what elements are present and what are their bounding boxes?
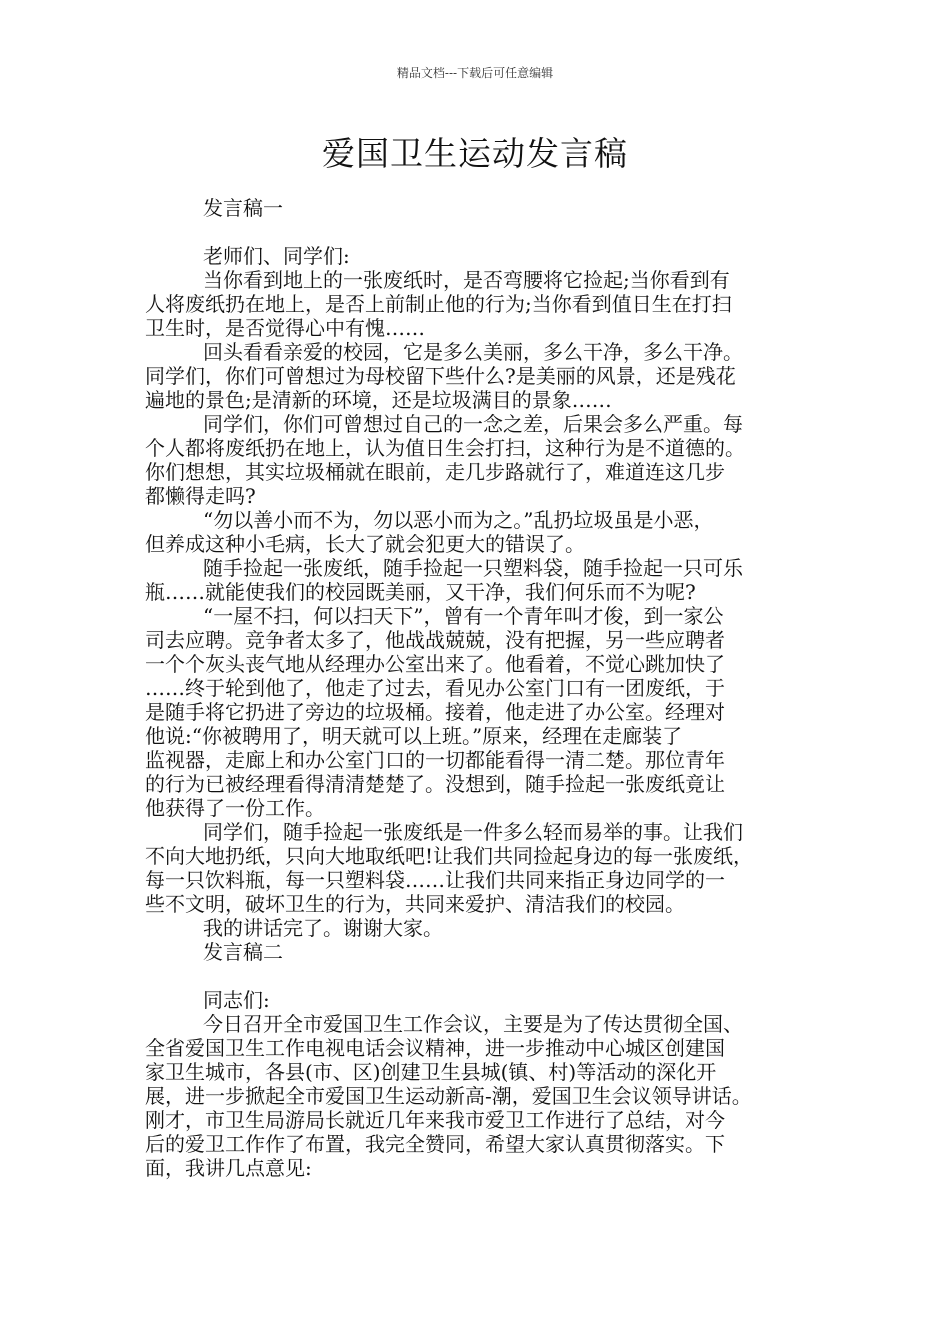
text-line: 全省爱国卫生工作电视电话会议精神，进一步推动中心城区创建国 bbox=[145, 1036, 725, 1060]
text-line: 发言稿二 bbox=[203, 940, 283, 964]
text-line: 随手捡起一张废纸，随手捡起一只塑料袋，随手捡起一只可乐 bbox=[203, 556, 743, 580]
text-line: 你们想想，其实垃圾桶就在眼前，走几步路就行了，难道连这几步 bbox=[145, 460, 725, 484]
text-line: 今日召开全市爱国卫生工作会议，主要是为了传达贯彻全国、 bbox=[203, 1012, 743, 1036]
text-line: “一屋不扫，何以扫天下”，曾有一个青年叫才俊，到一家公 bbox=[203, 604, 724, 628]
text-line: 当你看到地上的一张废纸时，是否弯腰将它捡起;当你看到有 bbox=[203, 268, 730, 292]
text-line: 我的讲话完了。谢谢大家。 bbox=[203, 916, 443, 940]
page-header: 精品文档---下载后可任意编辑 bbox=[396, 66, 554, 80]
text-line: 些不文明，破坏卫生的行为，共同来爱护、清洁我们的校园。 bbox=[145, 892, 685, 916]
text-line: 后的爱卫工作作了布置，我完全赞同，希望大家认真贯彻落实。下 bbox=[145, 1132, 725, 1156]
text-line: ……终于轮到他了，他走了过去，看见办公室门口有一团废纸，于 bbox=[145, 676, 725, 700]
blank-line bbox=[145, 220, 805, 244]
text-line: 同志们: bbox=[203, 988, 270, 1012]
text-line: 展，进一步掀起全市爱国卫生运动新高-潮，爱国卫生会议领导讲话。 bbox=[145, 1084, 752, 1108]
text-line: 老师们、同学们: bbox=[203, 244, 350, 268]
text-line: 家卫生城市，各县(市、区)创建卫生县城(镇、村)等活动的深化开 bbox=[145, 1060, 717, 1084]
text-line: 一个个灰头丧气地从经理办公室出来了。他看着，不觉心跳加快了 bbox=[145, 652, 725, 676]
text-line: 都懒得走吗? bbox=[145, 484, 256, 508]
text-line: 他说:“你被聘用了，明天就可以上班。”原来，经理在走廊装了 bbox=[145, 724, 683, 748]
text-line: 同学们，随手捡起一张废纸是一件多么轻而易举的事。让我们 bbox=[203, 820, 743, 844]
text-line: 遍地的景色;是清新的环境，还是垃圾满目的景象…… bbox=[145, 388, 612, 412]
text-line: 不向大地扔纸，只向大地取纸吧!让我们共同捡起身边的每一张废纸， bbox=[145, 844, 754, 868]
text-line: 是随手将它扔进了旁边的垃圾桶。接着，他走进了办公室。经理对 bbox=[145, 700, 725, 724]
text-line: 司去应聘。竞争者太多了，他战战兢兢，没有把握，另一些应聘者 bbox=[145, 628, 725, 652]
text-line: 但养成这种小毛病，长大了就会犯更大的错误了。 bbox=[145, 532, 585, 556]
text-line: 卫生时，是否觉得心中有愧…… bbox=[145, 316, 425, 340]
document-body bbox=[145, 196, 805, 1180]
text-line: 监视器，走廊上和办公室门口的一切都能看得一清二楚。那位青年 bbox=[145, 748, 725, 772]
text-line: 同学们，你们可曾想过为母校留下些什么?是美丽的风景，还是残花 bbox=[145, 364, 736, 388]
text-line: 人将废纸扔在地上，是否上前制止他的行为;当你看到值日生在打扫 bbox=[145, 292, 732, 316]
text-line: 每一只饮料瓶，每一只塑料袋……让我们共同来指正身边同学的一 bbox=[145, 868, 725, 892]
text-line: “勿以善小而不为，勿以恶小而为之。”乱扔垃圾虽是小恶， bbox=[203, 508, 714, 532]
text-line: 个人都将废纸扔在地上，认为值日生会打扫，这种行为是不道德的。 bbox=[145, 436, 745, 460]
document-title: 爱国卫生运动发言稿 bbox=[322, 134, 628, 173]
text-line: 发言稿一 bbox=[203, 196, 283, 220]
text-line: 同学们，你们可曾想过自己的一念之差，后果会多么严重。每 bbox=[203, 412, 743, 436]
text-line: 面，我讲几点意见: bbox=[145, 1156, 312, 1180]
text-line: 他获得了一份工作。 bbox=[145, 796, 325, 820]
text-line: 的行为已被经理看得清清楚楚了。没想到，随手捡起一张废纸竟让 bbox=[145, 772, 725, 796]
text-line: 瓶……就能使我们的校园既美丽，又干净，我们何乐而不为呢? bbox=[145, 580, 696, 604]
blank-line bbox=[145, 964, 805, 988]
text-line: 刚才，市卫生局游局长就近几年来我市爱卫工作进行了总结，对今 bbox=[145, 1108, 725, 1132]
text-line: 回头看看亲爱的校园，它是多么美丽，多么干净，多么干净。 bbox=[203, 340, 743, 364]
